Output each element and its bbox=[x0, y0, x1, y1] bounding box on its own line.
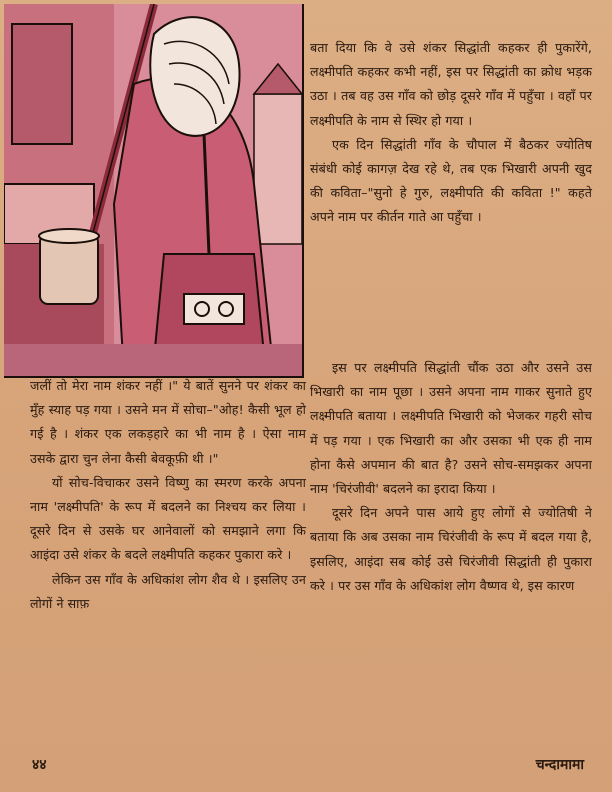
paragraph: बता दिया कि वे उसे शंकर सिद्धांती कहकर ही पुकारेंगे, लक्ष्मीपति कहकर कभी नहीं, इस पर सिद्धांती का क्रोध भड़क उठा । तब वह उस गाँव को छोड़ दूसरे गाँव में पहुँचा । वहाँ पर लक्ष्मीपति के नाम से स्थिर हो गया । bbox=[310, 40, 592, 128]
magazine-name: चन्दामामा bbox=[535, 757, 584, 773]
story-illustration bbox=[4, 4, 304, 378]
paragraph: जलीं तो मेरा नाम शंकर नहीं ।" ये बातें सुनने पर शंकर का मुँह स्याह पड़ गया । उसने मन में सोचा–"ओह! कैसी भूल हो गई है । शंकर एक लकड़हारे का भी नाम है । ऐसा नाम उसके द्वारा चुन लेना कैसी बेवकूफ़ी थी ।" bbox=[30, 378, 306, 466]
paragraph: एक दिन सिद्धांती गाँव के चौपाल में बैठकर ज्योतिष संबंधी कोई कागज़ देख रहे थे, तब एक भिखारी अपनी खुद की कविता–"सुनो हे गुरु, लक्ष्मीपति की कविता !" कहते अपने नाम पर कीर्तन गाते आ पहुँचा । bbox=[310, 136, 592, 225]
paragraph: लेकिन उस गाँव के अधिकांश लोग शैव थे । इसलिए उन लोगों ने साफ़ bbox=[30, 571, 306, 611]
paragraph: दूसरे दिन अपने पास आये हुए लोगों से ज्योतिषी ने बताया कि अब उसका नाम चिरंजीवी के रूप में बदल गया है, इसलिए, आइंदा सब कोई उसे चिरंजीवी सिद्धांती ही पुकारा करे । पर उस गाँव के अधिकांश लोग वैष्णव थे, इस कारण bbox=[310, 505, 592, 593]
right-column-bottom bbox=[310, 356, 592, 598]
paragraph: यों सोच-विचाकर उसने विष्णु का स्मरण करके अपना नाम 'लक्ष्मीपति' के रूप में बदलने का निश्चय कर लिया । दूसरे दिन से उसके घर आनेवालों को समझाने लगा कि आइंदा उसे शंकर के बदले लक्ष्मीपति कहकर पुकारा करे । bbox=[30, 474, 306, 563]
page-number: ४४ bbox=[32, 757, 47, 773]
right-column-top bbox=[310, 36, 592, 230]
beggar-illustration bbox=[4, 4, 302, 376]
left-column bbox=[30, 374, 306, 616]
paragraph: इस पर लक्ष्मीपति सिद्धांती चौंक उठा और उसने उस भिखारी का नाम पूछा । उसने अपना नाम गाकर सुनाते हुए लक्ष्मीपति बताया । लक्ष्मीपति भिखारी को भेजकर गहरी सोच में पड़ गया । एक भिखारी का और उसका भी एक ही नाम होना कैसे अपमान की बात है? उसने सोच-समझकर अपना नाम 'चिरंजीवी' बदलने का इरादा किया । bbox=[310, 360, 592, 497]
